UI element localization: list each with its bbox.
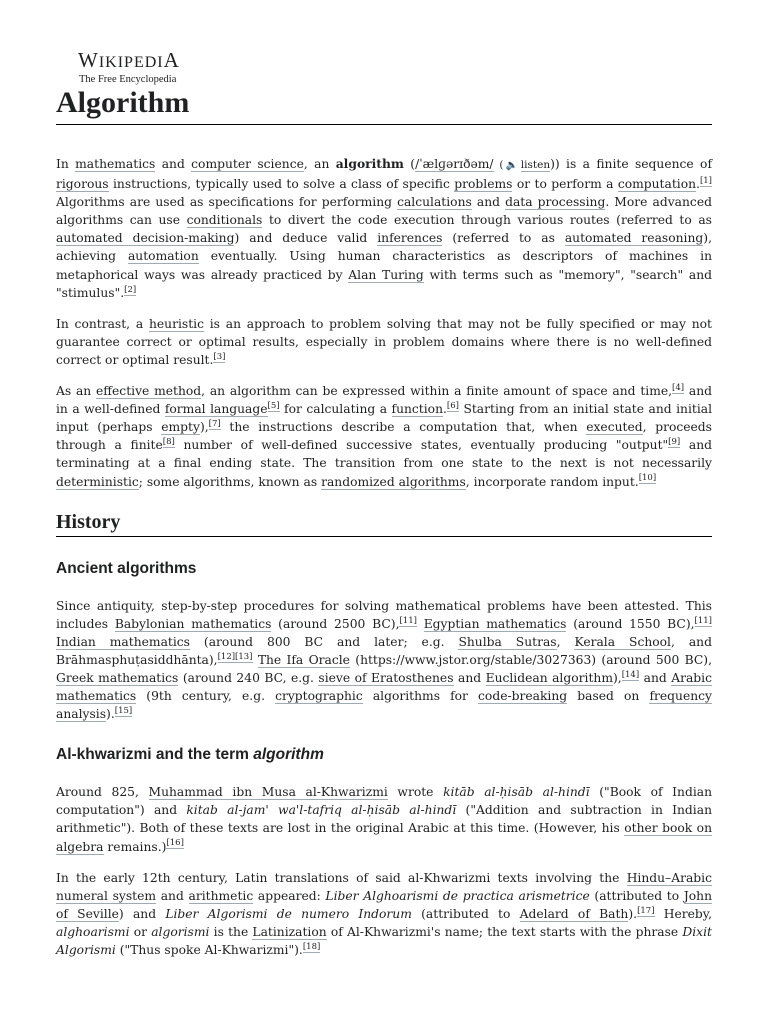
- link-frequency-analysis[interactable]: frequency analysis: [56, 689, 712, 722]
- citation[interactable]: [5]: [267, 401, 280, 412]
- khwarizmi-paragraph-1: Around 825, Muhammad ibn Musa al-Khwarizmi wrote kitāb al-ḥisāb al-hindī ("Book of Indian computation") and kitab al-jam' wa'l-tafriq al-ḥisāb al-hindī ("Addition and subtraction in Indian arithmetic"). Both of these texts are lost in the original Arabic at this time. (However, his other book on algebra remains.)[16]: [56, 785, 713, 854]
- link-deterministic[interactable]: deterministic: [56, 474, 139, 489]
- link-arabic-mathematics[interactable]: Arabic mathematics: [56, 670, 713, 704]
- citation[interactable]: [15]: [114, 706, 133, 717]
- citation[interactable]: [10]: [638, 473, 657, 484]
- citation[interactable]: [11]: [694, 615, 712, 626]
- link-euclidean-algorithm[interactable]: Euclidean algorithm: [485, 670, 613, 685]
- ancient-paragraph: Since antiquity, step-by-step procedures for solving mathematical problems have been attested. This includes Babylonian mathematics (around 2500 BC),[11] Egyptian mathematics (around 1550 BC),[11] Indian mathematics (around 800 BC and later; e.g. Shulba Sutras, Kerala School, and Brāhmasphuṭasiddhānta),[12][13] The Ifa Oracle (https://www.jstor.org/stable/3027363) (around 500 BC), Greek mathematics (around 240 BC, e.g. sieve of Eratosthenes and Euclidean algorithm),[14] and Arabic mathematics (9th century, e.g. cryptographic algorithms for code-breaking based on frequency analysis).[15]: [56, 598, 713, 722]
- link-automated-decision-making[interactable]: automated decision-making: [56, 231, 235, 246]
- link-automation[interactable]: automation: [127, 249, 199, 264]
- link-arithmetic[interactable]: arithmetic: [188, 888, 254, 903]
- citation[interactable]: [2]: [124, 284, 137, 295]
- link-conditionals[interactable]: conditionals: [186, 213, 263, 228]
- bold-term: algorithm: [335, 156, 404, 171]
- link-problems[interactable]: problems: [454, 177, 513, 192]
- link-shulba-sutras[interactable]: Shulba Sutras: [458, 634, 557, 649]
- section-heading-history: History: [56, 509, 712, 537]
- link-other-book-on-algebra[interactable]: other book on algebra: [56, 821, 712, 854]
- link-hindu-arabic-numeral-system[interactable]: Hindu–Arabic numeral system: [56, 870, 712, 903]
- logo-wordmark: WIKIPEDIA: [78, 48, 180, 72]
- link-greek-mathematics[interactable]: Greek mathematics: [56, 670, 179, 685]
- page-title: Algorithm: [56, 84, 712, 125]
- link-empty[interactable]: empty: [161, 420, 200, 435]
- citation[interactable]: [18]: [302, 941, 321, 952]
- citation[interactable]: [1]: [699, 176, 712, 186]
- citation[interactable]: [6]: [446, 401, 459, 412]
- subsection-heading-ancient: Ancient algorithms: [56, 559, 197, 577]
- citation[interactable]: [17]: [637, 905, 655, 916]
- link-egyptian-mathematics[interactable]: Egyptian mathematics: [423, 616, 567, 631]
- citation[interactable]: [7]: [208, 419, 221, 430]
- link-kerala-school[interactable]: Kerala School: [574, 634, 671, 649]
- link-john-of-seville[interactable]: John of Seville: [56, 888, 712, 921]
- link-indian-mathematics[interactable]: Indian mathematics: [56, 634, 190, 649]
- link-mathematics[interactable]: mathematics: [75, 157, 156, 171]
- citation[interactable]: [13]: [235, 651, 253, 662]
- link-ifa-oracle[interactable]: The Ifa Oracle: [257, 652, 350, 667]
- speaker-icon[interactable]: 🔈: [503, 160, 521, 171]
- link-latinization[interactable]: Latinization: [252, 924, 327, 939]
- link-adelard-of-bath[interactable]: Adelard of Bath: [519, 906, 629, 921]
- link-babylonian-mathematics[interactable]: Babylonian mathematics: [114, 616, 272, 631]
- link-randomized-algorithms[interactable]: randomized algorithms: [321, 474, 466, 489]
- link-alan-turing[interactable]: Alan Turing: [348, 267, 424, 282]
- link-rigorous[interactable]: rigorous: [56, 177, 109, 192]
- citation[interactable]: [3]: [213, 351, 226, 362]
- link-heuristic[interactable]: heuristic: [148, 316, 204, 331]
- link-al-khwarizmi[interactable]: Muhammad ibn Musa al-Khwarizmi: [148, 785, 388, 800]
- citation[interactable]: [8]: [162, 437, 175, 448]
- logo-tagline: The Free Encyclopedia: [79, 74, 177, 85]
- link-sieve-of-eratosthenes[interactable]: sieve of Eratosthenes: [318, 670, 454, 685]
- citation[interactable]: [16]: [166, 838, 184, 849]
- link-ipa[interactable]: /ˈælɡərɪðəm/: [415, 157, 494, 171]
- link-data-processing[interactable]: data processing: [505, 195, 606, 210]
- intro-paragraph-1: In mathematics and computer science, an algorithm (/ˈælɡərɪðəm/ (🔈listen)) is a finite sequence of rigorous instructions, typically used to solve a class of specific problems or to perform a computation.[1] Algorithms are used as specifications for performing calculations and data processing. More advanced algorithms can use conditionals to divert the code execution through various routes (referred to as automated decision-making) and deduce valid inferences (referred to as automated reasoning), achieving automation eventually. Using human characteristics as descriptors of machines in metaphorical ways was already practiced by Alan Turing with terms such as "memory", "search" and "stimulus".[2]: [56, 156, 712, 300]
- link-calculations[interactable]: calculations: [397, 195, 472, 210]
- citation[interactable]: [12]: [217, 651, 236, 662]
- link-code-breaking[interactable]: code-breaking: [478, 689, 568, 704]
- link-automated-reasoning[interactable]: automated reasoning: [564, 231, 704, 246]
- subsection-heading-khwarizmi: Al-khwarizmi and the term algorithm: [56, 746, 324, 764]
- intro-paragraph-2: In contrast, a heuristic is an approach to problem solving that may not be fully specified or may not guarantee correct or optimal results, especially in problem domains where there is no well-defined correct or optimal result.[3]: [56, 316, 712, 367]
- citation[interactable]: [14]: [621, 669, 640, 680]
- link-executed[interactable]: executed: [586, 420, 643, 435]
- link-formal-language[interactable]: formal language: [164, 402, 268, 417]
- citation[interactable]: [11]: [399, 615, 417, 626]
- link-computer-science[interactable]: computer science: [191, 157, 304, 171]
- link-inferences[interactable]: inferences: [377, 231, 443, 246]
- citation[interactable]: [9]: [668, 437, 681, 448]
- article-body: [56, 155, 712, 972]
- link-function[interactable]: function: [391, 402, 443, 417]
- wikipedia-logo[interactable]: [78, 49, 180, 86]
- khwarizmi-paragraph-2: In the early 12th century, Latin translations of said al-Khwarizmi texts involving the Hindu–Arabic numeral system and arithmetic appeared: Liber Alghoarismi de practica arismetrice (attributed to John of Seville) and Liber Algorismi de numero Indorum (attributed to Adelard of Bath).[17] Hereby, alghoarismi or algorismi is the Latinization of Al-Khwarizmi's name; the text starts with the phrase Dixit Algorismi ("Thus spoke Al-Khwarizmi").[18]: [56, 870, 712, 957]
- link-cryptographic[interactable]: cryptographic: [275, 689, 363, 704]
- intro-paragraph-3: As an effective method, an algorithm can be expressed within a finite amount of space and time,[4] and in a well-defined formal language[5] for calculating a function.[6] Starting from an initial state and initial input (perhaps empty),[7] the instructions describe a computation that, when executed, proceeds through a finite[8] number of well-defined successive states, eventually producing "output"[9] and terminating at a final ending state. The transition from one state to the next is not necessarily deterministic; some algorithms, known as randomized algorithms, incorporate random input.[10]: [56, 382, 713, 489]
- citation[interactable]: [4]: [672, 382, 685, 393]
- link-computation[interactable]: computation: [617, 177, 697, 192]
- listen-link[interactable]: listen: [520, 159, 551, 171]
- link-effective-method[interactable]: effective method: [96, 384, 202, 399]
